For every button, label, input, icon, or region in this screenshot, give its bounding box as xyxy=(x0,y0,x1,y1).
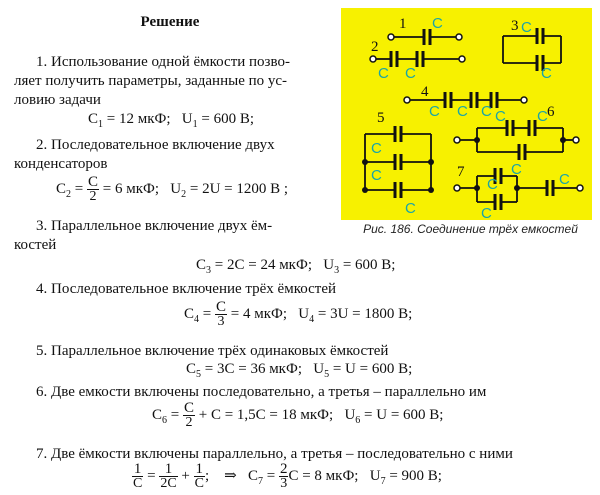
formula-1: $C_1 = 12$ мкФ; $U_1 = 600$ В; xyxy=(88,111,255,130)
label-6: 6 xyxy=(547,104,555,120)
circuit-figure xyxy=(341,8,592,220)
svg-text:C: C xyxy=(481,103,492,120)
formula-4: $C_4$ = $\frac{C}{3}$ = 4 мкФ; $U_4 = 3U = 1800$ В; xyxy=(184,299,413,329)
item-2-line-2: конденсаторов xyxy=(14,156,108,172)
solution-heading: Решение xyxy=(140,14,200,30)
item-2-line-1: 2. Последовательное включение двух xyxy=(36,137,275,153)
label-1: 1 xyxy=(399,16,407,32)
svg-text:C: C xyxy=(511,161,522,178)
svg-text:C: C xyxy=(521,19,532,36)
svg-text:C: C xyxy=(371,140,382,157)
item-1-line-3: ловию задачи xyxy=(14,92,101,108)
item-1-line-1: 1. Использование одной ёмкости позво- xyxy=(36,54,290,70)
circuit-4 xyxy=(404,84,527,120)
formula-7: $\frac{1}{C}$ = $\frac{1}{2C}$ + $\frac{1}{C}$ ; ⇒ $C_7$ = $\frac{2}{3}$ C = 8 мкФ; $U_7 = 900$ В; xyxy=(133,461,442,491)
svg-text:C: C xyxy=(487,176,498,193)
circuit-6 xyxy=(454,104,579,178)
item-3-line-2: костей xyxy=(14,237,57,253)
svg-text:C: C xyxy=(559,171,570,188)
item-5-line: 5. Параллельное включение трёх одинаковых ёмкостей xyxy=(36,343,389,359)
svg-text:C: C xyxy=(405,65,416,82)
label-3: 3 xyxy=(511,18,519,34)
figure-caption: Рис. 186. Соединение трёх емкостей xyxy=(363,222,578,236)
svg-text:C: C xyxy=(495,108,506,125)
formula-5: $C_5 = 3C = 36$ мкФ; $U_5 = U = 600$ В; xyxy=(186,361,413,380)
svg-text:C: C xyxy=(429,103,440,120)
cap-label: C xyxy=(432,15,443,32)
item-3-line-1: 3. Параллельное включение двух ём- xyxy=(36,218,273,234)
svg-text:C: C xyxy=(481,205,492,220)
svg-text:C: C xyxy=(537,108,548,125)
circuit-1 xyxy=(388,15,462,45)
svg-text:C: C xyxy=(405,200,416,217)
circuit-5 xyxy=(362,110,434,217)
item-4-line: 4. Последовательное включение трёх ёмкостей xyxy=(36,281,336,297)
label-4: 4 xyxy=(421,84,429,100)
formula-2: $C_2$ = $\frac{C}{2}$ = 6 мкФ; $U_2 = 2U = 1200$ В ; xyxy=(56,174,289,204)
svg-text:C: C xyxy=(371,167,382,184)
item-7-line: 7. Две ёмкости включены параллельно, а третья – последовательно с ними xyxy=(36,446,513,462)
label-7: 7 xyxy=(457,164,465,180)
circuit-2 xyxy=(370,39,465,82)
item-1-line-2: ляет получить параметры, заданные по ус- xyxy=(14,73,288,89)
label-2: 2 xyxy=(371,39,379,55)
circuit-3 xyxy=(503,18,561,82)
formula-6: $C_6$ = $\frac{C}{2}$ + C = 1,5C = 18 мкФ; $U_6 = U = 600$ В; xyxy=(152,400,444,430)
formula-3: $C_3 = 2C = 24$ мкФ; $U_3 = 600$ В; xyxy=(196,257,396,276)
svg-text:C: C xyxy=(541,65,552,82)
svg-text:C: C xyxy=(457,103,468,120)
label-5: 5 xyxy=(377,110,385,126)
svg-text:C: C xyxy=(378,65,389,82)
circuit-diagram xyxy=(341,8,592,220)
item-6-line: 6. Две емкости включены последовательно, а третья – параллельно им xyxy=(36,384,487,400)
